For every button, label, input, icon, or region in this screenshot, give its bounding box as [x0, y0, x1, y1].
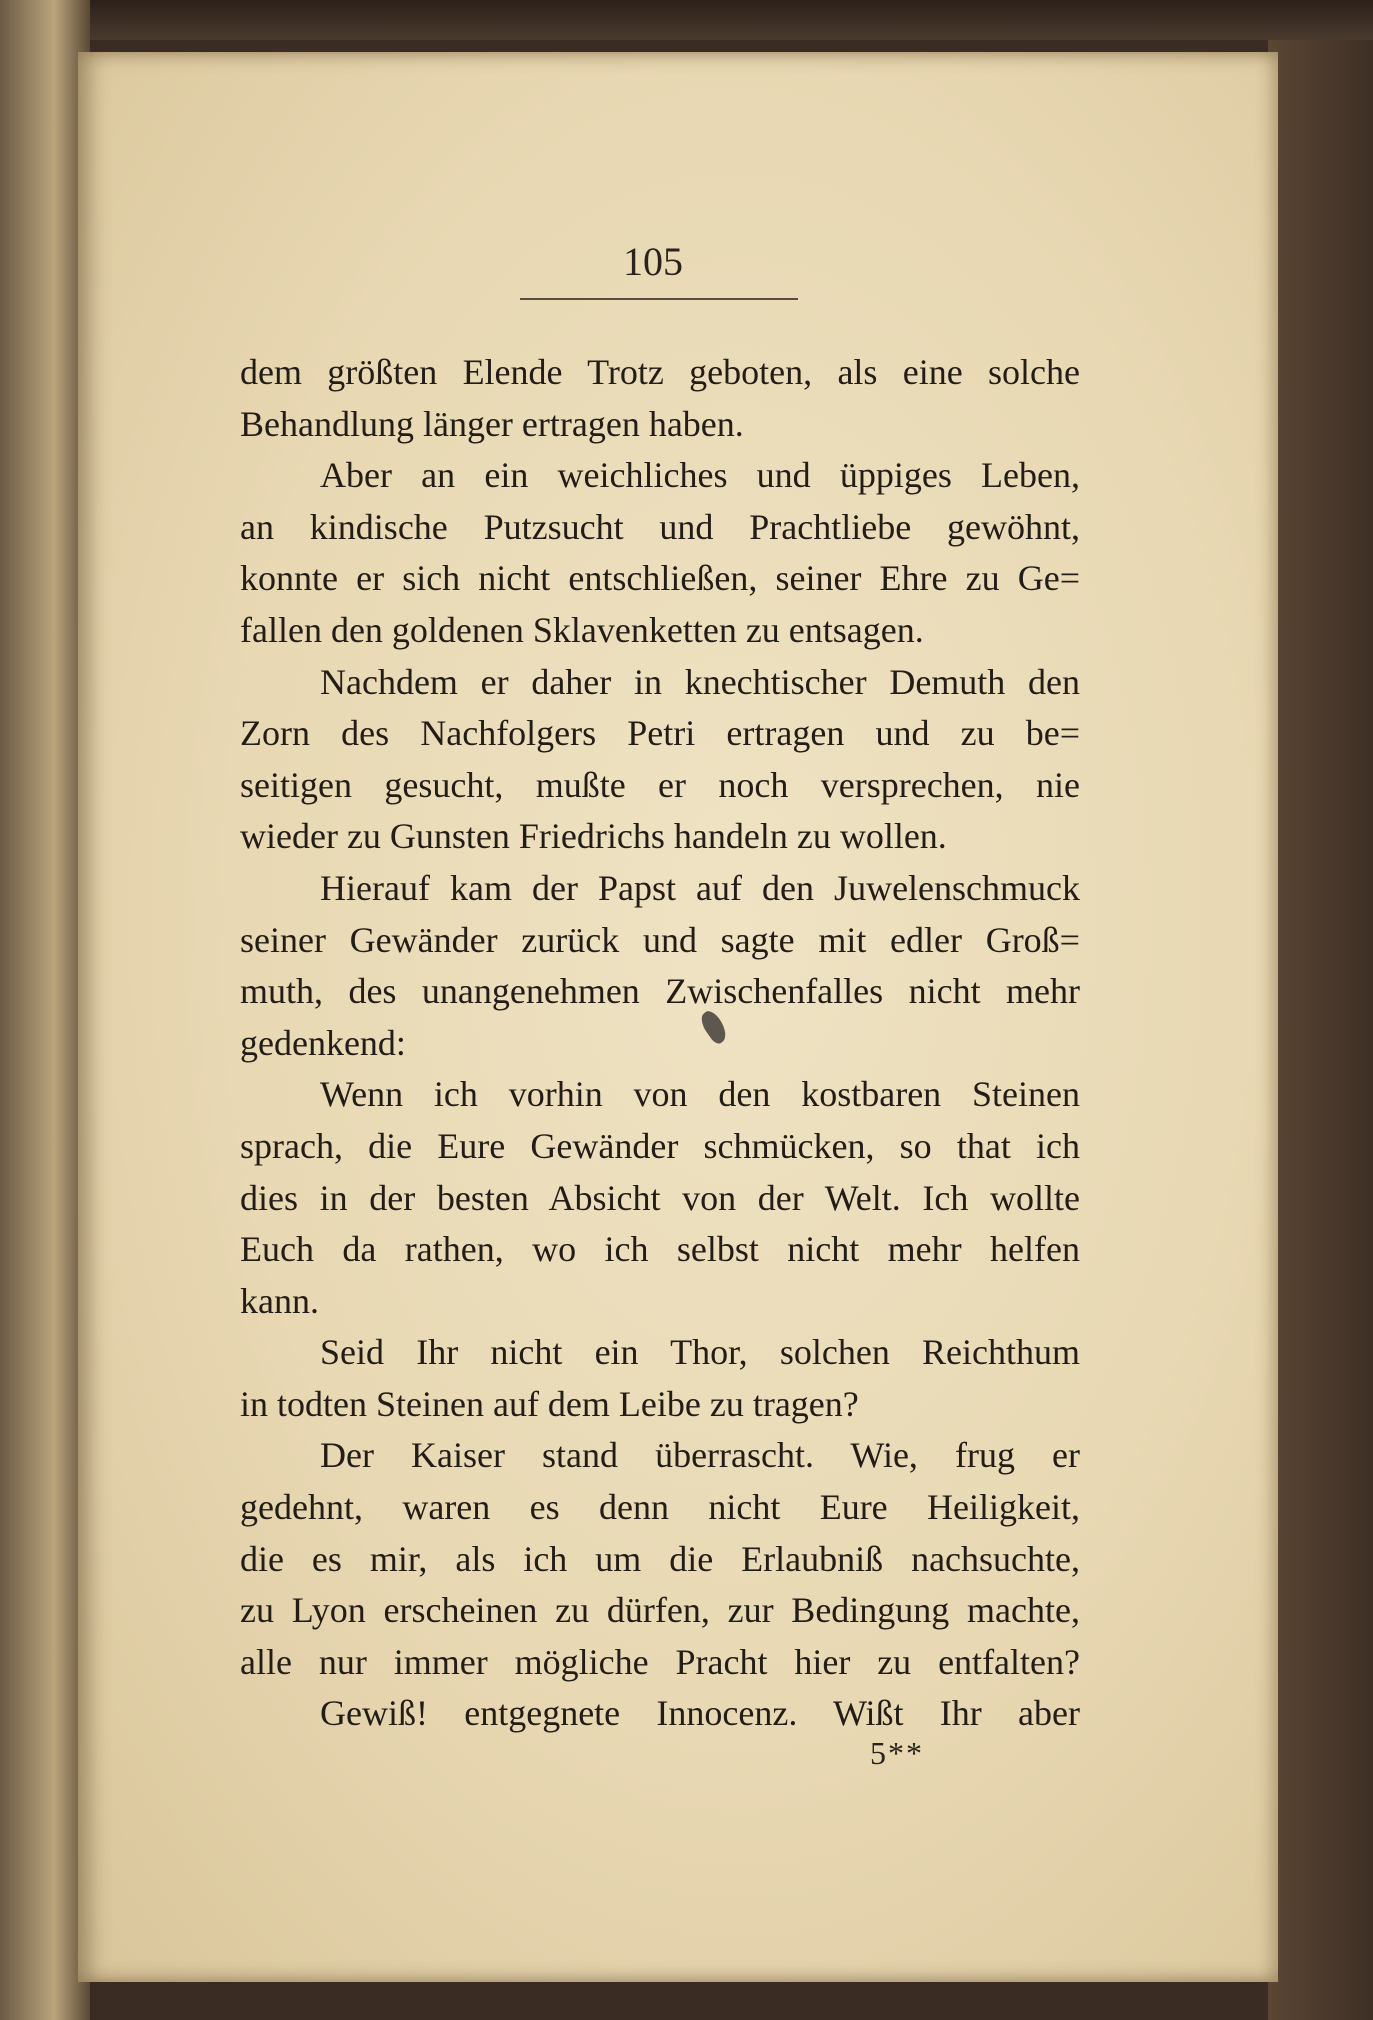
book-cover-top-edge [0, 0, 1373, 40]
text-line: Der Kaiser stand überrascht. Wie, frug er [320, 1435, 1080, 1476]
text-line: Seid Ihr nicht ein Thor, solchen Reichthum [320, 1332, 1080, 1373]
text-line: zu Lyon erscheinen zu dürfen, zur Bedingung machte, [240, 1590, 1080, 1631]
text-line: sprach, die Eure Gewänder schmücken, so that ich [240, 1125, 1080, 1166]
text-line: alle nur immer mögliche Pracht hier zu entfalten? [240, 1641, 1080, 1682]
text-line: Nachdem er daher in knechtischer Demuth den [320, 661, 1080, 702]
body-text [240, 347, 1080, 1740]
text-line: fallen den goldenen Sklavenketten zu entsagen. [240, 609, 924, 650]
text-line: Euch da rathen, wo ich selbst nicht mehr helfen [240, 1229, 1080, 1270]
text-line: dies in der besten Absicht von der Welt. Ich wollte [240, 1177, 1080, 1218]
text-line: Aber an ein weichliches und üppiges Leben, [320, 455, 1080, 496]
text-line: gedenkend: [240, 1022, 406, 1063]
text-line: seitigen gesucht, mußte er noch versprechen, nie [240, 764, 1080, 805]
book-cover-right-edge [1268, 40, 1373, 2020]
text-line: die es mir, als ich um die Erlaubniß nachsuchte, [240, 1538, 1080, 1579]
text-line: gedehnt, waren es denn nicht Eure Heiligkeit, [240, 1487, 1080, 1528]
text-line: Zorn des Nachfolgers Petri ertragen und zu be= [240, 713, 1080, 754]
text-line: wieder zu Gunsten Friedrichs handeln zu wollen. [240, 816, 947, 857]
text-line: Hierauf kam der Papst auf den Juwelenschmuck [320, 867, 1080, 908]
text-line: Wenn ich vorhin von den kostbaren Steinen [320, 1074, 1080, 1115]
text-line: konnte er sich nicht entschließen, seiner Ehre zu Ge= [240, 558, 1080, 599]
facing-page-edge [0, 0, 90, 2020]
text-line: dem größten Elende Trotz geboten, als eine solche [240, 352, 1080, 392]
text-line: in todten Steinen auf dem Leibe zu tragen? [240, 1383, 859, 1424]
page-number: 105 [623, 239, 683, 284]
text-line: muth, des unangenehmen Zwischenfalles nicht mehr [240, 971, 1080, 1012]
signature-mark: 5** [870, 1735, 924, 1771]
text-line: Gewiß! entgegnete Innocenz. Wißt Ihr aber [320, 1693, 1080, 1734]
text-line: kann. [240, 1280, 319, 1321]
text-line: seiner Gewänder zurück und sagte mit edler Groß= [240, 919, 1080, 960]
text-line: an kindische Putzsucht und Prachtliebe gewöhnt, [240, 506, 1080, 547]
text-line: Behandlung länger ertragen haben. [240, 403, 744, 444]
header-rule [520, 298, 798, 300]
